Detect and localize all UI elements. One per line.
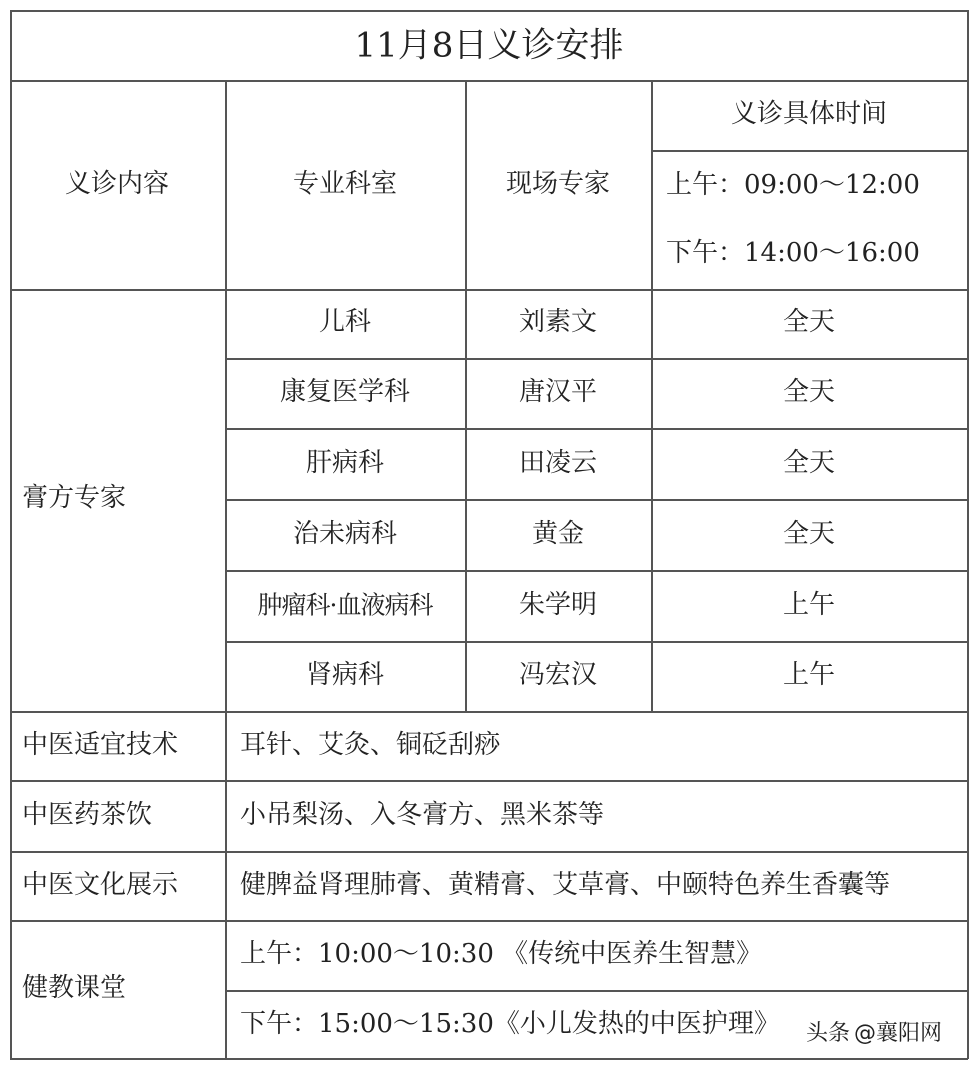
table-rule bbox=[10, 851, 968, 853]
section-label: 中医适宜技术 bbox=[22, 730, 179, 761]
row-department: 治未病科 bbox=[292, 519, 398, 550]
header-time-morning: 上午：09:00～12:00 bbox=[666, 170, 920, 201]
table-rule bbox=[10, 711, 968, 713]
page-title: 11月8日义诊安排 bbox=[354, 25, 624, 66]
header-content: 义诊内容 bbox=[64, 169, 170, 200]
table-rule bbox=[651, 150, 968, 152]
row-time: 全天 bbox=[782, 307, 836, 338]
row-time: 全天 bbox=[782, 448, 836, 479]
table-col-divider bbox=[651, 80, 653, 711]
header-time-label: 义诊具体时间 bbox=[730, 99, 888, 130]
table-rule bbox=[225, 428, 968, 430]
gaofang-label: 膏方专家 bbox=[22, 483, 127, 514]
row-expert: 朱学明 bbox=[518, 590, 598, 621]
class-label: 健教课堂 bbox=[22, 973, 127, 1004]
row-department: 肿瘤科·血液病科 bbox=[257, 590, 433, 620]
header-time-afternoon: 下午：14:00～16:00 bbox=[666, 238, 920, 269]
row-expert: 唐汉平 bbox=[518, 377, 598, 408]
table-rule bbox=[225, 499, 968, 501]
row-department: 肝病科 bbox=[305, 448, 385, 479]
row-expert: 田凌云 bbox=[518, 448, 598, 479]
watermark-prefix: 头条 bbox=[806, 1020, 851, 1046]
table-rule bbox=[10, 80, 968, 82]
watermark bbox=[800, 1012, 948, 1050]
watermark-handle: @襄阳网 bbox=[854, 1020, 943, 1046]
row-time: 全天 bbox=[782, 519, 836, 550]
row-time: 全天 bbox=[782, 377, 836, 408]
row-time: 上午 bbox=[782, 660, 836, 691]
header-expert: 现场专家 bbox=[505, 169, 611, 200]
class-afternoon: 下午：15:00～15:30《小儿发热的中医护理》 bbox=[240, 1009, 780, 1040]
table-rule bbox=[225, 570, 968, 572]
section-value: 健脾益肾理肺膏、黄精膏、艾草膏、中颐特色养生香囊等 bbox=[240, 870, 891, 901]
row-expert: 黄金 bbox=[531, 519, 585, 550]
row-department: 康复医学科 bbox=[279, 377, 411, 408]
row-department: 儿科 bbox=[318, 307, 372, 338]
table-col-divider bbox=[465, 80, 467, 711]
section-label: 中医文化展示 bbox=[22, 870, 179, 901]
section-value: 耳针、艾灸、铜砭刮痧 bbox=[240, 730, 501, 761]
table-rule bbox=[10, 780, 968, 782]
table-col-divider bbox=[225, 80, 227, 1059]
row-department: 肾病科 bbox=[305, 660, 385, 691]
table-rule bbox=[225, 641, 968, 643]
section-label: 中医药茶饮 bbox=[22, 800, 153, 831]
table-rule bbox=[225, 990, 968, 992]
table-rule bbox=[10, 289, 968, 291]
table-border-top bbox=[10, 10, 968, 12]
row-time: 上午 bbox=[782, 590, 836, 621]
row-expert: 冯宏汉 bbox=[518, 660, 598, 691]
class-morning: 上午：10:00～10:30 《传统中医养生智慧》 bbox=[240, 939, 763, 970]
row-expert: 刘素文 bbox=[518, 307, 598, 338]
table-border-bottom bbox=[10, 1058, 968, 1060]
section-value: 小吊梨汤、入冬膏方、黑米茶等 bbox=[240, 800, 605, 831]
header-department: 专业科室 bbox=[292, 169, 398, 200]
table-rule bbox=[225, 358, 968, 360]
table-rule bbox=[10, 920, 968, 922]
table-border-right bbox=[967, 10, 969, 1059]
table-border-left bbox=[10, 10, 12, 1059]
